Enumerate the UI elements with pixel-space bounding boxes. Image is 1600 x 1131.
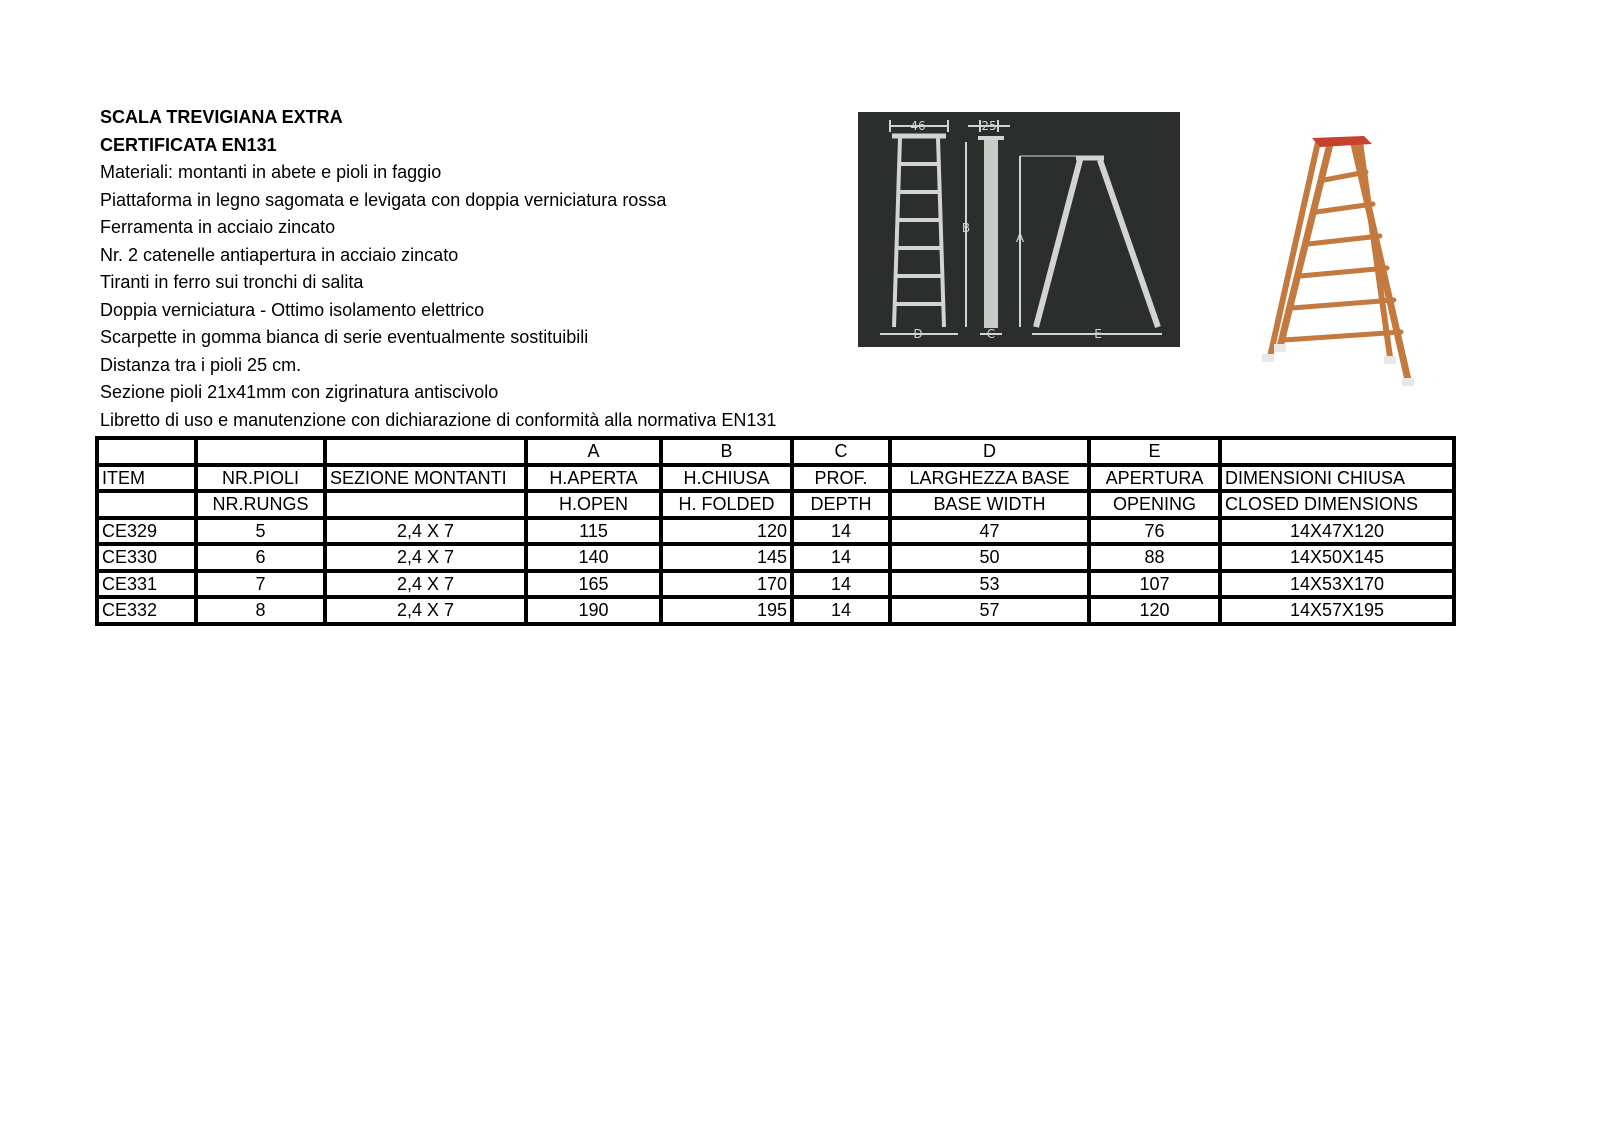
table-cell: 190 — [526, 597, 661, 624]
certification-label: CERTIFICATA EN131 — [100, 134, 277, 155]
table-cell: 170 — [661, 571, 792, 598]
table-cell: B — [661, 438, 792, 465]
table-cell — [97, 438, 196, 465]
table-cell: D — [890, 438, 1089, 465]
table-cell-item: CE332 — [97, 597, 196, 624]
table-cell: 6 — [196, 544, 325, 571]
table-cell: 14 — [792, 597, 890, 624]
table-header-cell: H. FOLDED — [661, 491, 792, 518]
diagram-label-25: 25 — [981, 119, 997, 133]
table-cell: 50 — [890, 544, 1089, 571]
table-header-cell: APERTURA — [1089, 465, 1220, 492]
table-cell: 14X53X170 — [1220, 571, 1454, 598]
table-row — [97, 597, 1454, 624]
table-header-cell: CLOSED DIMENSIONS — [1220, 491, 1454, 518]
table-header-cell: SEZIONE MONTANTI — [325, 465, 526, 492]
table-cell: 2,4 X 7 — [325, 597, 526, 624]
table-cell: C — [792, 438, 890, 465]
product-title: SCALA TREVIGIANA EXTRA — [100, 107, 343, 127]
table-header-cell: BASE WIDTH — [890, 491, 1089, 518]
description-line: Distanza tra i pioli 25 cm. — [100, 354, 302, 375]
diagram-label-46: 46 — [910, 119, 926, 133]
dimension-diagram — [858, 112, 1180, 347]
product-description — [100, 104, 860, 434]
description-line: Nr. 2 catenelle antiapertura in acciaio zincato — [100, 244, 459, 265]
table-cell: 140 — [526, 544, 661, 571]
description-line: Sezione pioli 21x41mm con zigrinatura antiscivolo — [100, 382, 499, 402]
table-cell: 5 — [196, 518, 325, 545]
description-line: Libretto di uso e manutenzione con dichiarazione di conformità alla normativa EN131 — [100, 409, 777, 430]
table-row-header-en — [97, 491, 1454, 518]
table-header-cell: NR.PIOLI — [196, 465, 325, 492]
table-row-letters — [97, 438, 1454, 465]
table-cell: 165 — [526, 571, 661, 598]
table-header-cell: NR.RUNGS — [196, 491, 325, 518]
table-cell-item: CE331 — [97, 571, 196, 598]
table-cell: 7 — [196, 571, 325, 598]
table-cell: 195 — [661, 597, 792, 624]
table-cell: 14X57X195 — [1220, 597, 1454, 624]
table-cell: 2,4 X 7 — [325, 518, 526, 545]
table-header-cell — [97, 491, 196, 518]
table-cell: 47 — [890, 518, 1089, 545]
table-row — [97, 518, 1454, 545]
table-cell: 14X50X145 — [1220, 544, 1454, 571]
table-header-cell: H.APERTA — [526, 465, 661, 492]
diagram-label-a: A — [1015, 231, 1025, 245]
table-row — [97, 544, 1454, 571]
table-cell: 14X47X120 — [1220, 518, 1454, 545]
table-cell: 2,4 X 7 — [325, 571, 526, 598]
description-line: Ferramenta in acciaio zincato — [100, 217, 336, 237]
table-cell-item: CE329 — [97, 518, 196, 545]
table-row — [97, 571, 1454, 598]
spec-table — [95, 436, 1456, 626]
description-line: Doppia verniciatura - Ottimo isolamento elettrico — [100, 299, 485, 320]
table-cell: A — [526, 438, 661, 465]
table-header-cell: LARGHEZZA BASE — [890, 465, 1089, 492]
table-header-cell: DEPTH — [792, 491, 890, 518]
diagram-label-b: B — [961, 221, 971, 235]
table-header-cell: OPENING — [1089, 491, 1220, 518]
table-row-header-it — [97, 465, 1454, 492]
table-header-cell: ITEM — [97, 465, 196, 492]
table-cell — [1220, 438, 1454, 465]
table-cell: 88 — [1089, 544, 1220, 571]
table-header-cell: H.CHIUSA — [661, 465, 792, 492]
table-cell: 120 — [1089, 597, 1220, 624]
table-header-cell: H.OPEN — [526, 491, 661, 518]
diagram-label-c: C — [986, 327, 996, 341]
table-cell: 57 — [890, 597, 1089, 624]
description-line: Materiali: montanti in abete e pioli in faggio — [100, 162, 442, 182]
table-cell: 2,4 X 7 — [325, 544, 526, 571]
table-cell: 145 — [661, 544, 792, 571]
table-header-cell: PROF. — [792, 465, 890, 492]
table-cell: 8 — [196, 597, 325, 624]
table-cell: 76 — [1089, 518, 1220, 545]
diagram-label-d: D — [913, 327, 923, 341]
description-line: Tiranti in ferro sui tronchi di salita — [100, 272, 364, 292]
table-cell: 107 — [1089, 571, 1220, 598]
table-cell: 120 — [661, 518, 792, 545]
table-cell: 115 — [526, 518, 661, 545]
table-cell — [196, 438, 325, 465]
table-cell: 53 — [890, 571, 1089, 598]
table-header-cell: DIMENSIONI CHIUSA — [1220, 465, 1454, 492]
table-header-cell — [325, 491, 526, 518]
table-cell: E — [1089, 438, 1220, 465]
description-line: Scarpette in gomma bianca di serie eventualmente sostituibili — [100, 327, 589, 347]
diagram-label-e: E — [1094, 327, 1102, 341]
table-cell — [325, 438, 526, 465]
table-cell: 14 — [792, 518, 890, 545]
table-cell: 14 — [792, 571, 890, 598]
ladder-photo — [1250, 132, 1430, 402]
description-line: Piattaforma in legno sagomata e levigata con doppia verniciatura rossa — [100, 189, 667, 210]
table-cell-item: CE330 — [97, 544, 196, 571]
table-cell: 14 — [792, 544, 890, 571]
